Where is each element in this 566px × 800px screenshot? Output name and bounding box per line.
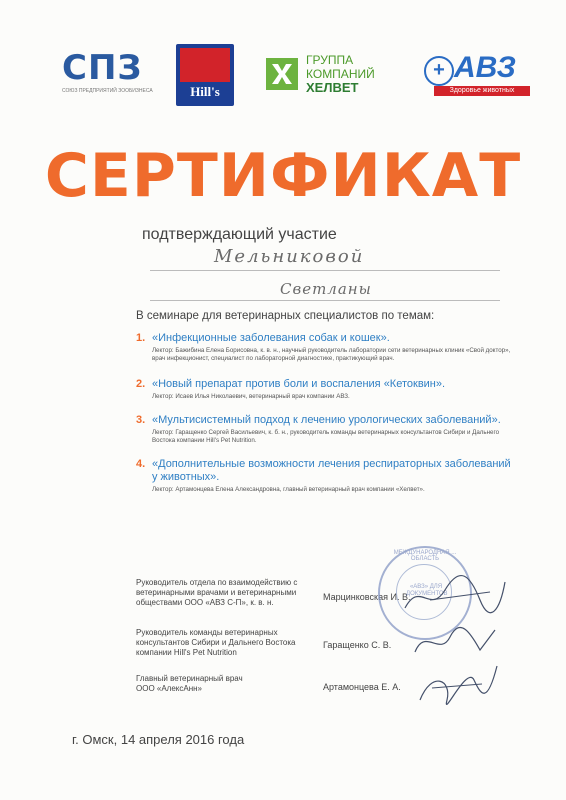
topic-number: 3. bbox=[136, 414, 146, 426]
topic-lecturer: Лектор: Артамонцева Елена Александровна, главный ветеринарный врач компании «Хелвет». bbox=[152, 486, 425, 493]
helvet-logo-line1: ГРУППА bbox=[306, 53, 354, 67]
hills-logo bbox=[176, 44, 234, 106]
szp-logo bbox=[62, 50, 158, 94]
signature-1 bbox=[400, 570, 510, 620]
signature-3 bbox=[412, 660, 502, 710]
seminar-intro: В семинаре для ветеринарных специалистов по темам: bbox=[136, 310, 435, 322]
topic-title: «Новый препарат против боли и воспаления «Кетоквин». bbox=[152, 378, 446, 390]
avz-logo-word: АВЗ bbox=[454, 51, 516, 84]
signatory-name: Марцинковская И. В. bbox=[323, 592, 411, 602]
handwritten-firstname: Светланы bbox=[280, 280, 372, 298]
topic-lecturer: Лектор: Бажибина Елена Борисовна, к. в. н., научный руководитель лаборатории сети ветеринарных клиник «Свой доктор», врач инфекционист, специалист по лабораторной диагностике, практикующий врач. bbox=[152, 347, 511, 362]
signatory-name: Гаращенко С. В. bbox=[323, 640, 392, 650]
signatory-name: Артамонцева Е. А. bbox=[323, 682, 401, 692]
topic-item bbox=[136, 378, 516, 401]
certificate-subtitle: подтверждающий участие bbox=[142, 226, 337, 243]
topic-title: «Инфекционные заболевания собак и кошек». bbox=[152, 332, 390, 344]
topic-number: 2. bbox=[136, 378, 146, 390]
stamp-center-text: «АВЗ» ДЛЯ ДОКУМЕНТОВ bbox=[406, 584, 448, 597]
topic-title: «Мультисистемный подход к лечению урологических заболеваний». bbox=[152, 414, 501, 426]
signature-2 bbox=[410, 622, 500, 662]
name-underline bbox=[150, 270, 500, 271]
signatory-role: Руководитель команды ветеринарных консультантов Сибири и Дальнего Востока компании Hill's Pet Nutrition bbox=[136, 628, 296, 657]
signatory-role: Руководитель отдела по взаимодействию с ветеринарными врачами и ветеринарными обществами ООО «АВЗ С-П», к. в. н. bbox=[136, 578, 298, 607]
stamp-ring-text: МЕЖДУНАРОДНАЯ ... ОБЛАСТЬ bbox=[393, 550, 457, 562]
topic-item bbox=[136, 414, 516, 445]
helvet-logo-line3: ХЕЛВЕТ bbox=[306, 80, 359, 95]
helvet-logo-line2: КОМПАНИЙ bbox=[306, 67, 375, 81]
issue-date: г. Омск, 14 апреля 2016 года bbox=[72, 732, 245, 747]
handwritten-surname: Мельниковой bbox=[214, 246, 365, 267]
signatory-role: Главный ветеринарный врач ООО «АлексАнн» bbox=[136, 674, 243, 693]
topic-number: 1. bbox=[136, 332, 146, 344]
avz-logo-tagline: Здоровье животных bbox=[434, 86, 530, 96]
topic-item bbox=[136, 332, 516, 363]
medical-cross-icon: + bbox=[424, 56, 454, 86]
topic-number: 4. bbox=[136, 458, 146, 470]
name-underline bbox=[150, 300, 500, 301]
szp-logo-mark: СПЗ bbox=[62, 48, 143, 88]
helvet-x-icon bbox=[266, 58, 298, 90]
topic-title: «Дополнительные возможности лечения респираторных заболеваний у животных». bbox=[152, 458, 511, 483]
topic-lecturer: Лектор: Исаев Илья Николаевич, ветеринарный врач компании АВЗ. bbox=[152, 393, 350, 400]
topic-item bbox=[136, 458, 516, 494]
hills-logo-emblem bbox=[180, 48, 230, 82]
hills-logo-name: Hill's bbox=[190, 84, 220, 99]
certificate-title: СЕРТИФИКАТ bbox=[44, 141, 522, 211]
szp-logo-subtitle: СОЮЗ ПРЕДПРИЯТИЙ ЗООБИЗНЕСА bbox=[62, 88, 153, 94]
topic-lecturer: Лектор: Гаращенко Сергей Васильевич, к. б. н., руководитель команды ветеринарных консультантов Сибири и Дальнего Востока компании Hill's Pet Nutrition. bbox=[152, 429, 500, 444]
